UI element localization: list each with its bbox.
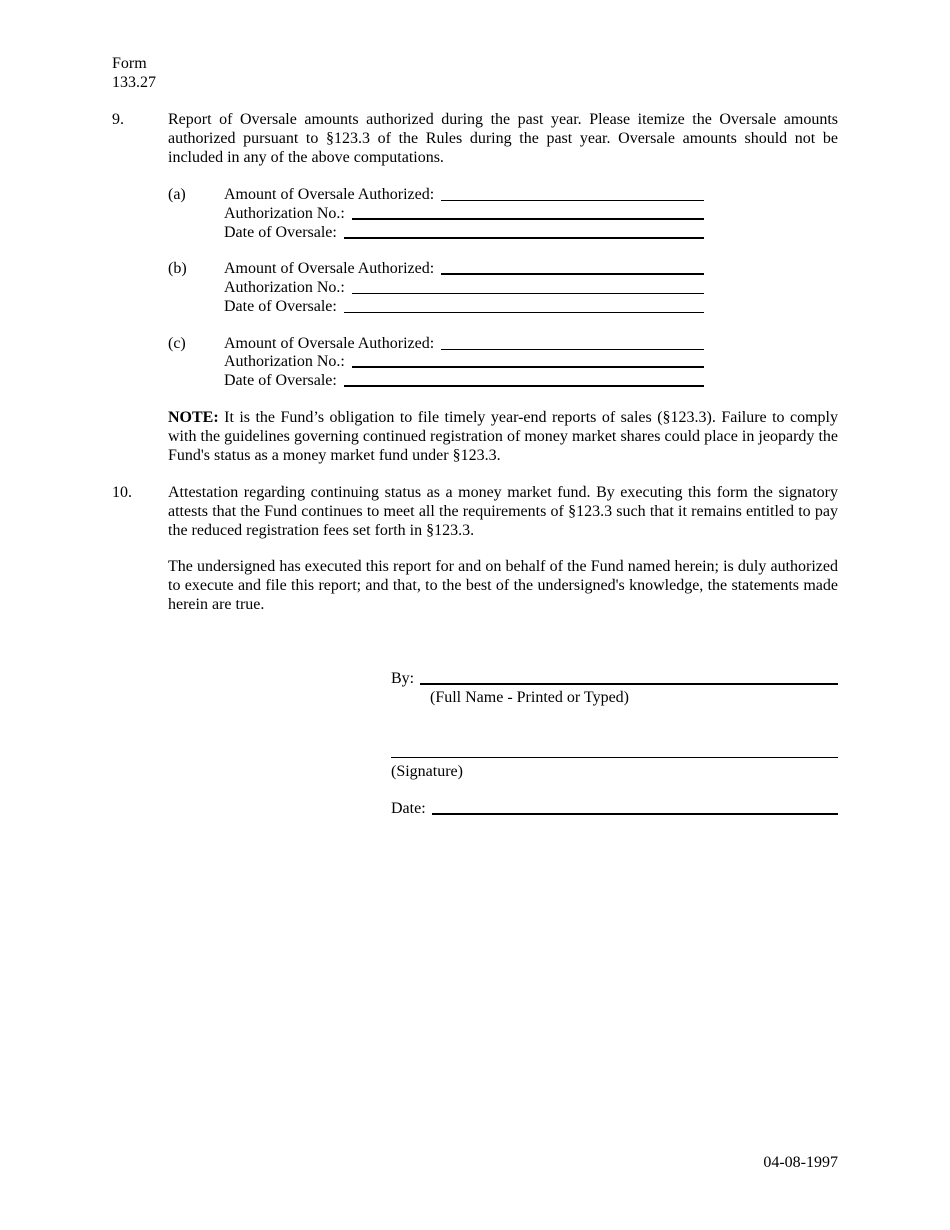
field-label: Authorization No.:	[224, 279, 345, 296]
date-blank[interactable]	[432, 813, 838, 815]
form-label: Form	[112, 55, 147, 72]
note-label: NOTE:	[168, 409, 219, 426]
date-blank[interactable]	[344, 311, 704, 313]
field-label: Date of Oversale:	[224, 298, 337, 315]
note-paragraph	[168, 408, 838, 465]
name-blank[interactable]	[420, 683, 838, 685]
item-b-authorization-field[interactable]	[224, 278, 704, 297]
amount-blank[interactable]	[441, 199, 704, 201]
attestation-paragraph: The undersigned has executed this report for and on behalf of the Fund named herein; is duly authorized to execute and file this report; and that, to the best of the undersigned's knowledge, the statements made herein are true.	[168, 558, 838, 613]
item-a-date-field[interactable]	[224, 223, 704, 242]
item-c-amount-field[interactable]	[224, 334, 704, 353]
item-a-label: (a)	[168, 186, 186, 203]
item-c-label: (c)	[168, 335, 186, 352]
signature-caption: (Signature)	[391, 763, 463, 780]
field-label: Authorization No.:	[224, 205, 345, 222]
field-label: Date of Oversale:	[224, 224, 337, 241]
authorization-blank[interactable]	[352, 365, 704, 368]
authorization-blank[interactable]	[352, 217, 704, 220]
by-label: By:	[391, 670, 415, 687]
amount-blank[interactable]	[441, 272, 704, 275]
date-blank[interactable]	[344, 236, 704, 239]
authorization-blank[interactable]	[352, 292, 704, 294]
revision-date: 04-08-1997	[763, 1154, 838, 1171]
by-name-field[interactable]	[391, 669, 838, 688]
amount-blank[interactable]	[441, 348, 704, 350]
name-caption: (Full Name - Printed or Typed)	[430, 689, 629, 706]
field-label: Amount of Oversale Authorized:	[224, 260, 435, 277]
section-9-text: Report of Oversale amounts authorized during the past year. Please itemize the Oversale amounts authorized pursuant to §123.3 of the Rules during the past year. Oversale amounts should not be included in any of the above computations.	[168, 111, 838, 166]
field-label: Authorization No.:	[224, 353, 345, 370]
date-blank[interactable]	[344, 384, 704, 387]
field-label: Amount of Oversale Authorized:	[224, 335, 435, 352]
item-b-date-field[interactable]	[224, 297, 704, 316]
field-label: Date of Oversale:	[224, 372, 337, 389]
form-identifier	[112, 54, 156, 92]
form-number: 133.27	[112, 74, 156, 91]
section-10-number: 10.	[112, 484, 132, 501]
signature-date-field[interactable]	[391, 799, 838, 818]
note-text: It is the Fund’s obligation to file timely year-end reports of sales (§123.3). Failure to comply with the guidelines governing continued registration of money market shares could place in jeopardy the Fund's status as a money market fund under §123.3.	[168, 409, 838, 464]
section-9-number: 9.	[112, 111, 124, 128]
date-label: Date:	[391, 800, 426, 817]
section-10-text: Attestation regarding continuing status as a money market fund. By executing this form the signatory attests that the Fund continues to meet all the requirements of §123.3 such that it remains entitled to pay the reduced registration fees set forth in §123.3.	[168, 484, 838, 539]
item-b-amount-field[interactable]	[224, 259, 704, 278]
signature-line[interactable]	[391, 757, 838, 758]
field-label: Amount of Oversale Authorized:	[224, 186, 435, 203]
item-a-amount-field[interactable]	[224, 185, 704, 204]
item-c-authorization-field[interactable]	[224, 352, 704, 371]
item-a-authorization-field[interactable]	[224, 204, 704, 223]
item-b-label: (b)	[168, 260, 187, 277]
item-c-date-field[interactable]	[224, 371, 704, 390]
